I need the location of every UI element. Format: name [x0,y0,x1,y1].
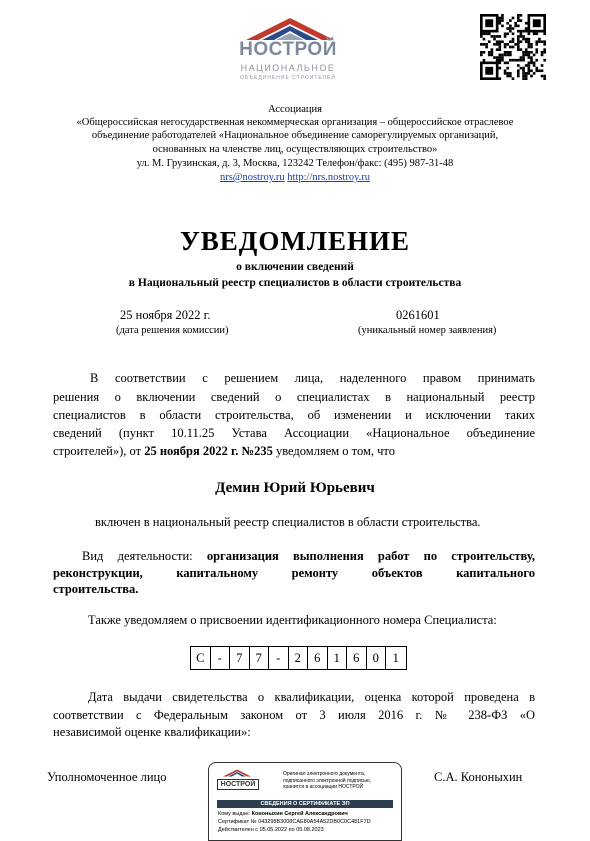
id-cell: 2 [289,647,309,669]
paragraph-line: независимой оценке квалификации»: [53,725,251,739]
nostroy-logo [228,18,348,84]
paragraph-line: соответствии с Федеральным законом от 3 июля 2016 г. № 238-ФЗ «О [53,708,535,722]
id-cell: 0 [367,647,387,669]
person-name: Демин Юрий Юрьевич [215,480,375,496]
specialist-id-box [190,646,407,670]
stamp-cert-header: СВЕДЕНИЯ О СЕРТИФИКАТЕ ЭП [217,800,393,808]
logo-subtitle-small: ОБЪЕДИНЕНИЕ СТРОИТЕЛЕЙ [240,75,336,81]
decision-reference: 25 ноября 2022 г. №235 [144,444,273,458]
qr-code-icon [480,14,546,80]
electronic-signature-stamp [208,762,402,841]
document-title: УВЕДОМЛЕНИЕ [179,226,411,256]
stamp-validity: Действителен с 05.05.2022 по 05.08.2023 [218,827,324,833]
activity-label: Вид деятельности: [82,549,207,563]
id-cell: 1 [328,647,348,669]
stamp-issued-to: Кому выдан: Кононыхин Сергей Александрович [218,811,348,817]
decision-date: 25 ноября 2022 г. [120,308,211,322]
header-links [40,171,550,185]
id-cell: 7 [250,647,270,669]
stamp-logo: НОСТРОЙ [217,768,257,792]
paragraph-line: строителей»), от 25 ноября 2022 г. №235 уведомляем о том, что [53,444,395,458]
roof-icon [246,18,334,40]
activity-line: реконструкции, капитальному ремонту объектов капитального [53,566,535,580]
paragraph-line: решения о включении сведений о специалистах в национальный реестр [53,390,535,404]
id-cell: С [191,647,211,669]
id-cell: 1 [392,651,399,665]
header-line: «Общероссийская негосударственная некоммерческая организация – общероссийское отраслевое [76,117,514,128]
id-cell: - [211,647,231,669]
application-number: 0261601 [396,308,440,322]
header-line: основанных на членстве лиц, осуществляющих строительство» [152,144,438,155]
paragraph-line: В соответствии с решением лица, наделенного правом принимать [90,371,535,385]
id-cell: 6 [347,647,367,669]
header-address: ул. М. Грузинская, д. 3, Москва, 123242 Телефон/факс: (495) 987-31-48 [136,158,454,169]
activity-line: Вид деятельности: организация выполнения работ по строительству, [82,549,535,563]
paragraph-line: сведений (пункт 10.11.25 Устава Ассоциации «Национальное объединение [53,426,535,440]
roof-icon [223,768,251,778]
authorized-person-label: Уполномоченное лицо [47,770,167,784]
included-text: включен в национальный реестр специалистов в области строительства. [95,515,481,529]
subtitle: о включении сведений [236,261,354,273]
logo-subtitle: НАЦИОНАЛЬНОЕ [240,63,336,73]
email-link[interactable]: nrs@nostroy.ru [219,172,285,183]
id-cell: 6 [308,647,328,669]
id-notice: Также уведомляем о присвоении идентификационного номера Специалиста: [88,613,497,627]
stamp-original-note: Оригинал электронного документа, подписанного электронной подписью, хранится в ассоциации НОСТРОЙ [283,771,372,790]
id-cell: 7 [230,647,250,669]
application-number-label: (уникальный номер заявления) [358,325,497,336]
paragraph-line: Дата выдачи свидетельства о квалификации, оценка которой проведена в [88,690,535,704]
stamp-certificate: Сертификат № 043298B3008CAE80A54A52DB0C0C481F7D [218,819,371,825]
activity-line: строительства. [53,582,139,596]
logo-name: НОСТРОЙ [239,39,337,60]
website-link[interactable]: http://nrs.nostroy.ru [287,172,371,183]
header-association: Ассоциация [268,104,322,115]
id-cell: - [269,647,289,669]
signer-name: С.А. Кононыхин [434,770,523,784]
subtitle: в Национальный реестр специалистов в области строительства [128,277,462,289]
decision-date-label: (дата решения комиссии) [116,325,229,336]
paragraph-line: специалистов в области строительства, об изменении и исключении таких [53,408,535,422]
header-line: объединение работодателей «Национальное объединение саморегулируемых организаций, [91,130,499,141]
